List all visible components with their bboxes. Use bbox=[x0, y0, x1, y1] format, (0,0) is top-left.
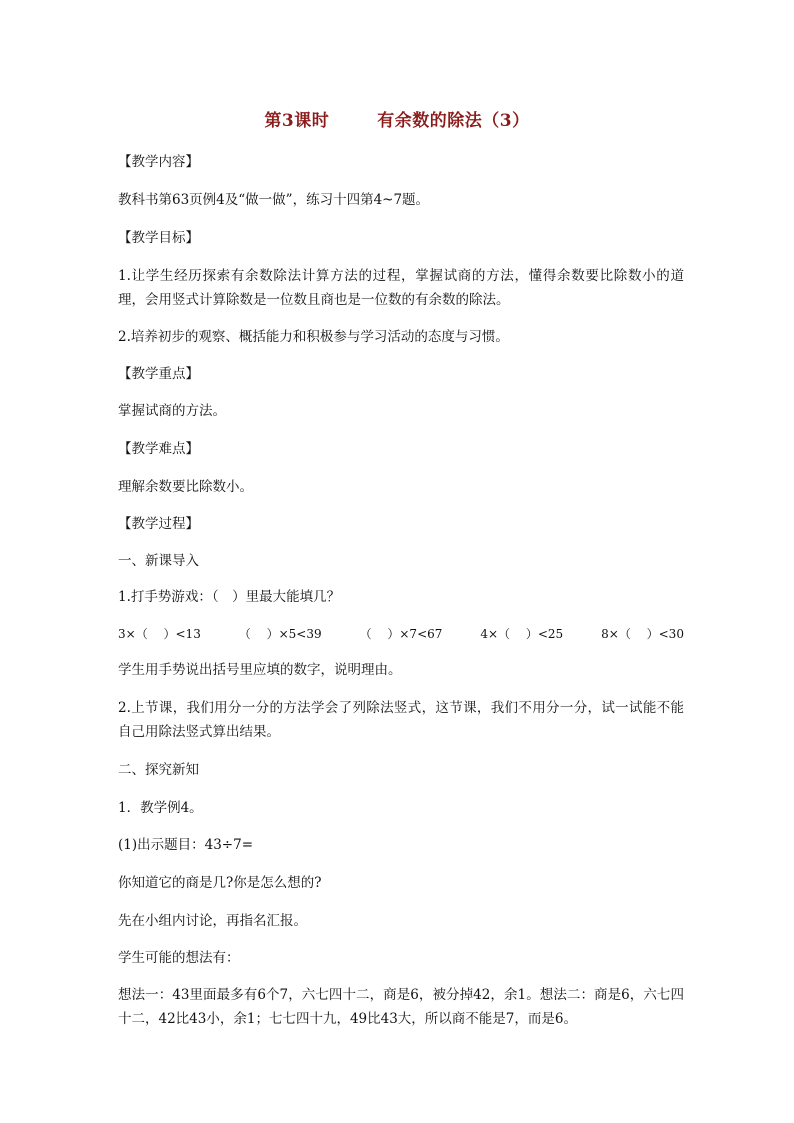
heading-teaching-content: 【教学内容】 bbox=[118, 154, 199, 170]
goal-1: 1.让学生经历探索有余数除法计算方法的过程，掌握试商的方法，懂得余数要比除数小的道理，会用竖式计算除数是一位数且商也是一位数的有余数的除法。 bbox=[118, 268, 684, 308]
section-1-heading: 一、新课导入 bbox=[118, 553, 199, 569]
teaching-content-text: 教科书第63页例4及“做一做”，练习十四第4~7题。 bbox=[118, 192, 430, 208]
section-1-note: 学生用手势说出括号里应填的数字，说明理由。 bbox=[118, 662, 402, 678]
fill-blank-row bbox=[118, 622, 684, 646]
difficulty-text: 理解余数要比除数小。 bbox=[118, 479, 253, 495]
section-1-item-2: 2.上节课，我们用分一分的方法学会了列除法竖式，这节课，我们不用分一分，试一试能不能自己用除法竖式算出结果。 bbox=[118, 700, 684, 740]
fill-blank-expression: 3×（ ）<13 bbox=[118, 627, 201, 641]
lesson-number: 第3课时 bbox=[264, 111, 330, 131]
heading-teaching-goals: 【教学目标】 bbox=[118, 230, 199, 246]
fill-blank-expression: （ ）×5<39 bbox=[238, 627, 322, 641]
section-2-question: 你知道它的商是几?你是怎么想的? bbox=[118, 875, 322, 891]
fill-blank-expression: 8×（ ）<30 bbox=[601, 627, 684, 641]
heading-key-point: 【教学重点】 bbox=[118, 366, 199, 382]
section-1-item-1: 1.打手势游戏：（ ）里最大能填几？ bbox=[118, 589, 341, 605]
fill-blank-expression: 4×（ ）<25 bbox=[480, 627, 564, 641]
section-2-discuss: 先在小组内讨论，再指名汇报。 bbox=[118, 913, 307, 929]
heading-difficulty: 【教学难点】 bbox=[118, 441, 199, 457]
section-2-possible: 学生可能的想法有： bbox=[118, 950, 240, 966]
lesson-topic: 有余数的除法（3） bbox=[377, 111, 530, 131]
heading-teaching-process: 【教学过程】 bbox=[118, 516, 199, 532]
fill-blank-expression: （ ）×7<67 bbox=[359, 627, 443, 641]
section-2-heading: 二、探究新知 bbox=[118, 762, 199, 778]
goal-2: 2.培养初步的观察、概括能力和积极参与学习活动的态度与习惯。 bbox=[118, 329, 509, 345]
section-2-ideas: 想法一：43里面最多有6个7，六七四十二，商是6，被分掉42，余1。想法二：商是6，六七四十二，42比43小，余1；七七四十九，49比43大，所以商不能是7，而是6。 bbox=[118, 987, 684, 1027]
key-point-text: 掌握试商的方法。 bbox=[118, 403, 226, 419]
section-2-sub-1: (1)出示题目：43÷7= bbox=[118, 837, 254, 853]
section-2-item-1: 1．教学例4。 bbox=[118, 800, 203, 816]
page-title bbox=[0, 106, 794, 131]
